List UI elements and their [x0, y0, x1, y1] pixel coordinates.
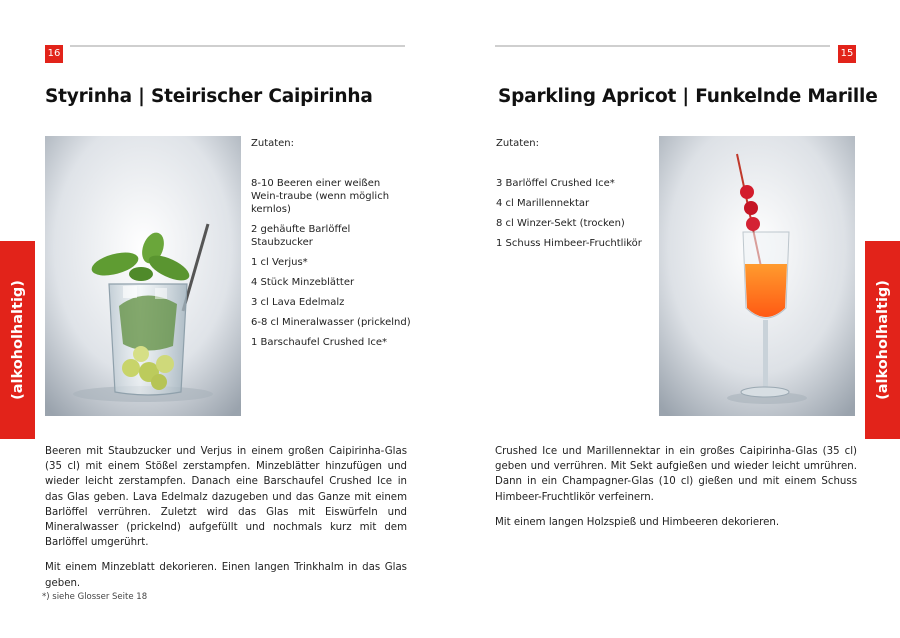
- ingredient-item: 4 cl Marillennektar: [496, 198, 590, 209]
- ingredient-item: 1 Barschaufel Crushed Ice*: [251, 337, 388, 348]
- recipe-title: Styrinha | Steirischer Caipirinha: [45, 86, 373, 107]
- ingredient-item: 2 gehäufte Barlöffel Staubzucker: [251, 224, 351, 248]
- page-number: 15: [838, 45, 856, 63]
- ingredients-label: Zutaten:: [496, 138, 540, 149]
- ingredient-item: 1 cl Verjus*: [251, 257, 308, 268]
- instruction-paragraph: Mit einem Minzeblatt dekorieren. Einen langen Trinkhalm in das Glas geben.: [45, 562, 407, 589]
- ingredient-item: 8-10 Beeren einer weißen Wein-traube (wenn möglich kernlos): [251, 178, 390, 215]
- recipe-instructions: [495, 444, 857, 540]
- instruction-paragraph: Crushed Ice und Marillennektar in ein großes Caipirinha-Glas (35 cl) geben und verrühren. Mit Sekt aufgießen und wieder leicht umrühren. Dann in ein Champagner-Glas (10 cl) gießen und mit einem Schuss Himbeer-Fruchtlikör verfeinern.: [495, 446, 857, 503]
- ingredient-item: 4 Stück Minzeblätter: [251, 277, 355, 288]
- recipe-instructions: [45, 444, 407, 601]
- instruction-paragraph: Beeren mit Staubzucker und Verjus in einem großen Caipirinha-Glas (35 cl) mit einem Stößel zerstampfen. Minzeblätter hinzufügen und wieder leicht zerstampfen. Danach eine Barschaufel Crushed Ice in das Glas geben. Lava Edelmalz dazugeben und das Ganze mit einem Barlöffel verrühren. Zuletzt wird das Glas mit Eiswürfeln und Mineralwasser (prickelnd) aufgefüllt und nochmals kurz mit dem Barlöffel umgerührt.: [45, 446, 407, 549]
- instruction-paragraph: Mit einem langen Holzspieß und Himbeeren dekorieren.: [495, 516, 780, 528]
- ingredients-list: [251, 137, 411, 356]
- ingredient-item: 1 Schuss Himbeer-Fruchtlikör: [496, 238, 642, 249]
- recipe-title: Sparkling Apricot | Funkelnde Marille: [498, 86, 878, 107]
- ingredients-label: Zutaten:: [251, 138, 295, 149]
- header-rule: [495, 45, 830, 47]
- side-tab-alcoholic: [0, 241, 35, 439]
- footnote: *) siehe Glosser Seite 18: [42, 592, 148, 602]
- ingredient-item: 3 Barlöffel Crushed Ice*: [496, 178, 615, 189]
- page-number: 16: [45, 45, 63, 63]
- ingredients-list: [496, 137, 656, 257]
- ingredient-item: 3 cl Lava Edelmalz: [251, 297, 345, 308]
- ingredient-item: 8 cl Winzer-Sekt (trocken): [496, 218, 625, 229]
- side-tab-label: (alkoholhaltig): [9, 280, 26, 400]
- header-rule: [70, 45, 405, 47]
- caipirinha-glass-photo: [45, 136, 241, 416]
- champagne-glass-photo: [659, 136, 855, 416]
- ingredient-item: 6-8 cl Mineralwasser (prickelnd): [251, 317, 411, 328]
- right-page: [450, 0, 900, 638]
- side-tab-label: (alkoholhaltig): [874, 280, 891, 400]
- side-tab-alcoholic: [865, 241, 900, 439]
